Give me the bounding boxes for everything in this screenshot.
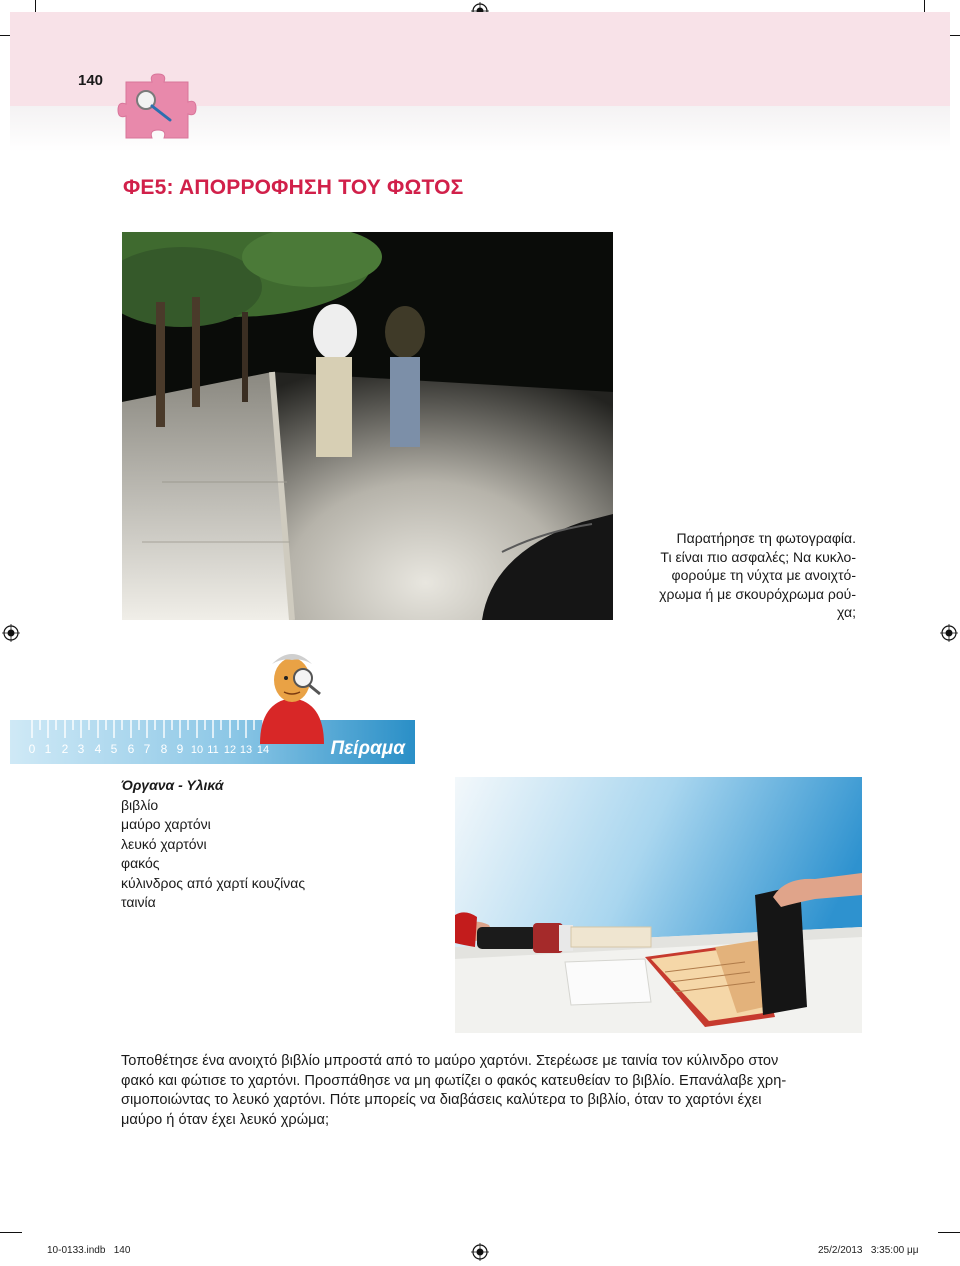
instructions-line: μαύρο ή όταν έχει λευκό χρώμα; xyxy=(121,1111,330,1128)
experiment-label: Πείραμα xyxy=(330,738,405,759)
materials-item: φακός xyxy=(121,855,160,871)
registration-mark-bottom-icon xyxy=(471,1243,489,1261)
ruler-number: 7 xyxy=(143,742,151,756)
page-title: ΦΕ5: ΑΠΟΡΡΟΦΗΣΗ ΤΟΥ ΦΩΤΟΣ xyxy=(123,176,464,199)
ruler-number: 2 xyxy=(61,742,69,756)
ruler-number: 0 xyxy=(28,742,36,756)
ruler-number: 12 xyxy=(223,744,237,756)
caption-line: χρωμα ή με σκουρόχρωμα ρού- xyxy=(659,585,856,602)
caption-line: χα; xyxy=(837,604,856,620)
ruler-number: 5 xyxy=(110,742,118,756)
materials-list xyxy=(121,776,305,913)
materials-item: βιβλίο xyxy=(121,796,159,813)
crop-mark-bottom-right-h xyxy=(938,1232,960,1233)
ruler-number: 3 xyxy=(77,742,85,756)
materials-item: μαύρο χαρτόνι xyxy=(121,816,211,832)
instructions-line: Τοποθέτησε ένα ανοιχτό βιβλίο μπροστά από το μαύρο χαρτόνι. Στερέωσε με ταινία τον κύλινδρο στον xyxy=(121,1053,779,1069)
cartoon-scientist-icon xyxy=(260,654,324,744)
materials-item: λευκό χαρτόνι xyxy=(121,835,207,852)
caption-line: φορούμε τη νύχτα με ανοιχτό- xyxy=(671,567,856,583)
puzzle-magnifier-icon xyxy=(112,72,200,144)
ruler-number: 11 xyxy=(207,744,219,756)
ruler-number: 13 xyxy=(239,744,253,756)
ruler-number: 9 xyxy=(176,742,184,756)
registration-mark-right-icon xyxy=(940,624,958,642)
ruler-number: 8 xyxy=(160,742,168,756)
night-street-photo xyxy=(122,232,613,620)
experiment-ruler-banner xyxy=(10,640,415,764)
photo-caption xyxy=(624,529,856,622)
materials-item: ταινία xyxy=(121,894,156,910)
footer-file-info: 10-0133.indb 140 xyxy=(47,1245,131,1256)
ruler-number: 14 xyxy=(256,744,270,756)
ruler-number: 10 xyxy=(190,744,204,756)
ruler-number: 1 xyxy=(44,742,52,756)
crop-mark-bottom-left-h xyxy=(0,1232,22,1233)
caption-line: Τι είναι πιο ασφαλές; Να κυκλο- xyxy=(660,548,856,565)
ruler-number: 4 xyxy=(94,742,102,756)
footer-datetime: 25/2/2013 3:35:00 μμ xyxy=(818,1245,919,1256)
instructions-line: φακό και φώτισε το χαρτόνι. Προσπάθησε να μη φωτίζει ο φακός κατευθείαν το βιβλίο. Επανάλαβε χρη- xyxy=(121,1072,787,1089)
page-number: 140 xyxy=(78,72,104,89)
ruler-number: 6 xyxy=(127,742,135,756)
instructions-line: σιμοποιώντας το λευκό χαρτόνι. Πότε μπορείς να διαβάσεις καλύτερα το βιβλίο, όταν το χαρτόνι έχει xyxy=(121,1092,762,1109)
materials-item: κύλινδρος από χαρτί κουζίνας xyxy=(121,874,306,891)
instructions-paragraph xyxy=(121,1052,864,1130)
experiment-setup-photo xyxy=(455,777,862,1033)
caption-line: Παρατήρησε τη φωτογραφία. xyxy=(676,530,856,546)
materials-heading: Όργανα - Υλικά xyxy=(121,777,224,793)
